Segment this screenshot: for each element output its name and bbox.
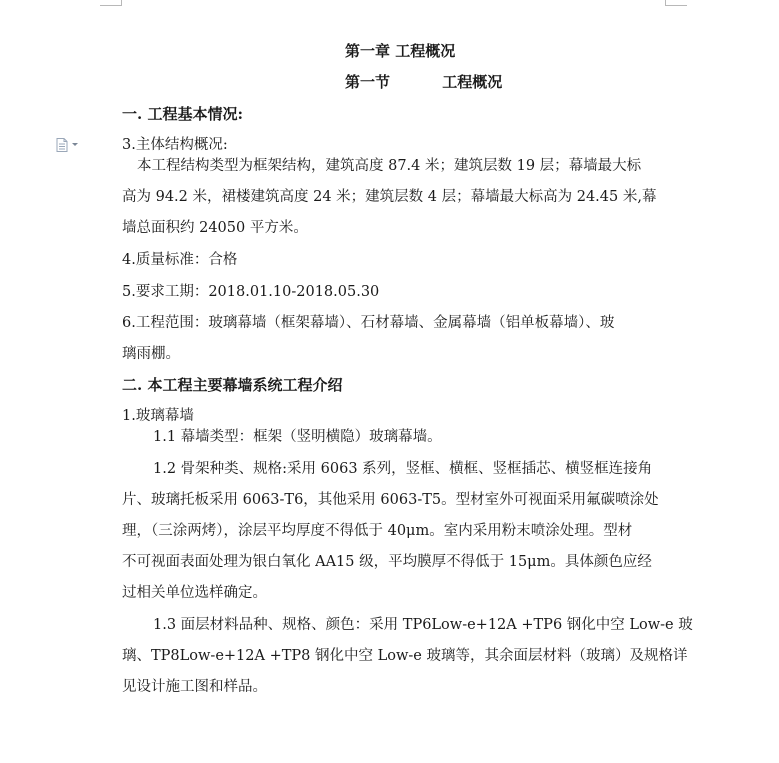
subsection-1-2-line2: 片、玻璃托板采用 6063-T6，其他采用 6063-T5。型材室外可视面采用氟碳喷涂处 xyxy=(122,492,659,508)
crop-mark-left-h xyxy=(100,5,122,6)
subsection-1-1: 1.1 幕墙类型：框架（竖明横隐）玻璃幕墙。 xyxy=(153,429,442,445)
heading-curtain-wall-systems: 二. 本工程主要幕墙系统工程介绍 xyxy=(122,376,343,394)
item3-paragraph-line1: 本工程结构类型为框架结构，建筑高度 87.4 米；建筑层数 19 层；幕墙最大标 xyxy=(137,158,642,174)
subsection-1-2-line4: 不可视面表面处理为银白氧化 AA15 级，平均膜厚不得低于 15μm。具体颜色应经 xyxy=(122,554,652,570)
subsection-1-3-line2: 璃、TP8Low-e+12A +TP8 钢化中空 Low-e 玻璃等，其余面层材料（玻璃）及规格详 xyxy=(122,648,688,664)
item3-label: 3.主体结构概况: xyxy=(122,137,228,153)
heading-basic-info: 一. 工程基本情况: xyxy=(122,105,243,123)
crop-mark-right-h xyxy=(665,5,687,6)
item6-scope-line1: 6.工程范围：玻璃幕墙（框架幕墙）、石材幕墙、金属幕墙（铝单板幕墙）、玻 xyxy=(122,315,615,331)
item3-paragraph-line2: 高为 94.2 米，裙楼建筑高度 24 米；建筑层数 4 层；幕墙最大标高为 24.45 米,幕 xyxy=(122,189,657,205)
chapter-title: 第一章 工程概况 xyxy=(345,42,456,60)
subsection-1-2-line1: 1.2 骨架种类、规格:采用 6063 系列，竖框、横框、竖框插芯、横竖框连接角 xyxy=(153,461,653,477)
section-title: 第一节 工程概况 xyxy=(345,73,503,91)
subsection-1-3-line1: 1.3 面层材料品种、规格、颜色：采用 TP6Low-e+12A +TP6 钢化中空 Low-e 玻 xyxy=(153,617,693,633)
subsection-1-2-line3: 理，（三涂两烤），涂层平均厚度不得低于 40μm。室内采用粉末喷涂处理。型材 xyxy=(122,523,633,539)
item6-scope-line2: 璃雨棚。 xyxy=(122,346,180,362)
item4-quality: 4.质量标准：合格 xyxy=(122,252,238,268)
item3-paragraph-line3: 墙总面积约 24050 平方米。 xyxy=(122,220,308,236)
subsection-1-2-line5: 过相关单位选样确定。 xyxy=(122,585,267,601)
document-icon[interactable] xyxy=(56,137,82,151)
subsection-glass-curtain-wall: 1.玻璃幕墙 xyxy=(122,408,194,424)
item5-schedule: 5.要求工期：2018.01.10-2018.05.30 xyxy=(122,284,380,300)
subsection-1-3-line3: 见设计施工图和样品。 xyxy=(122,679,267,695)
